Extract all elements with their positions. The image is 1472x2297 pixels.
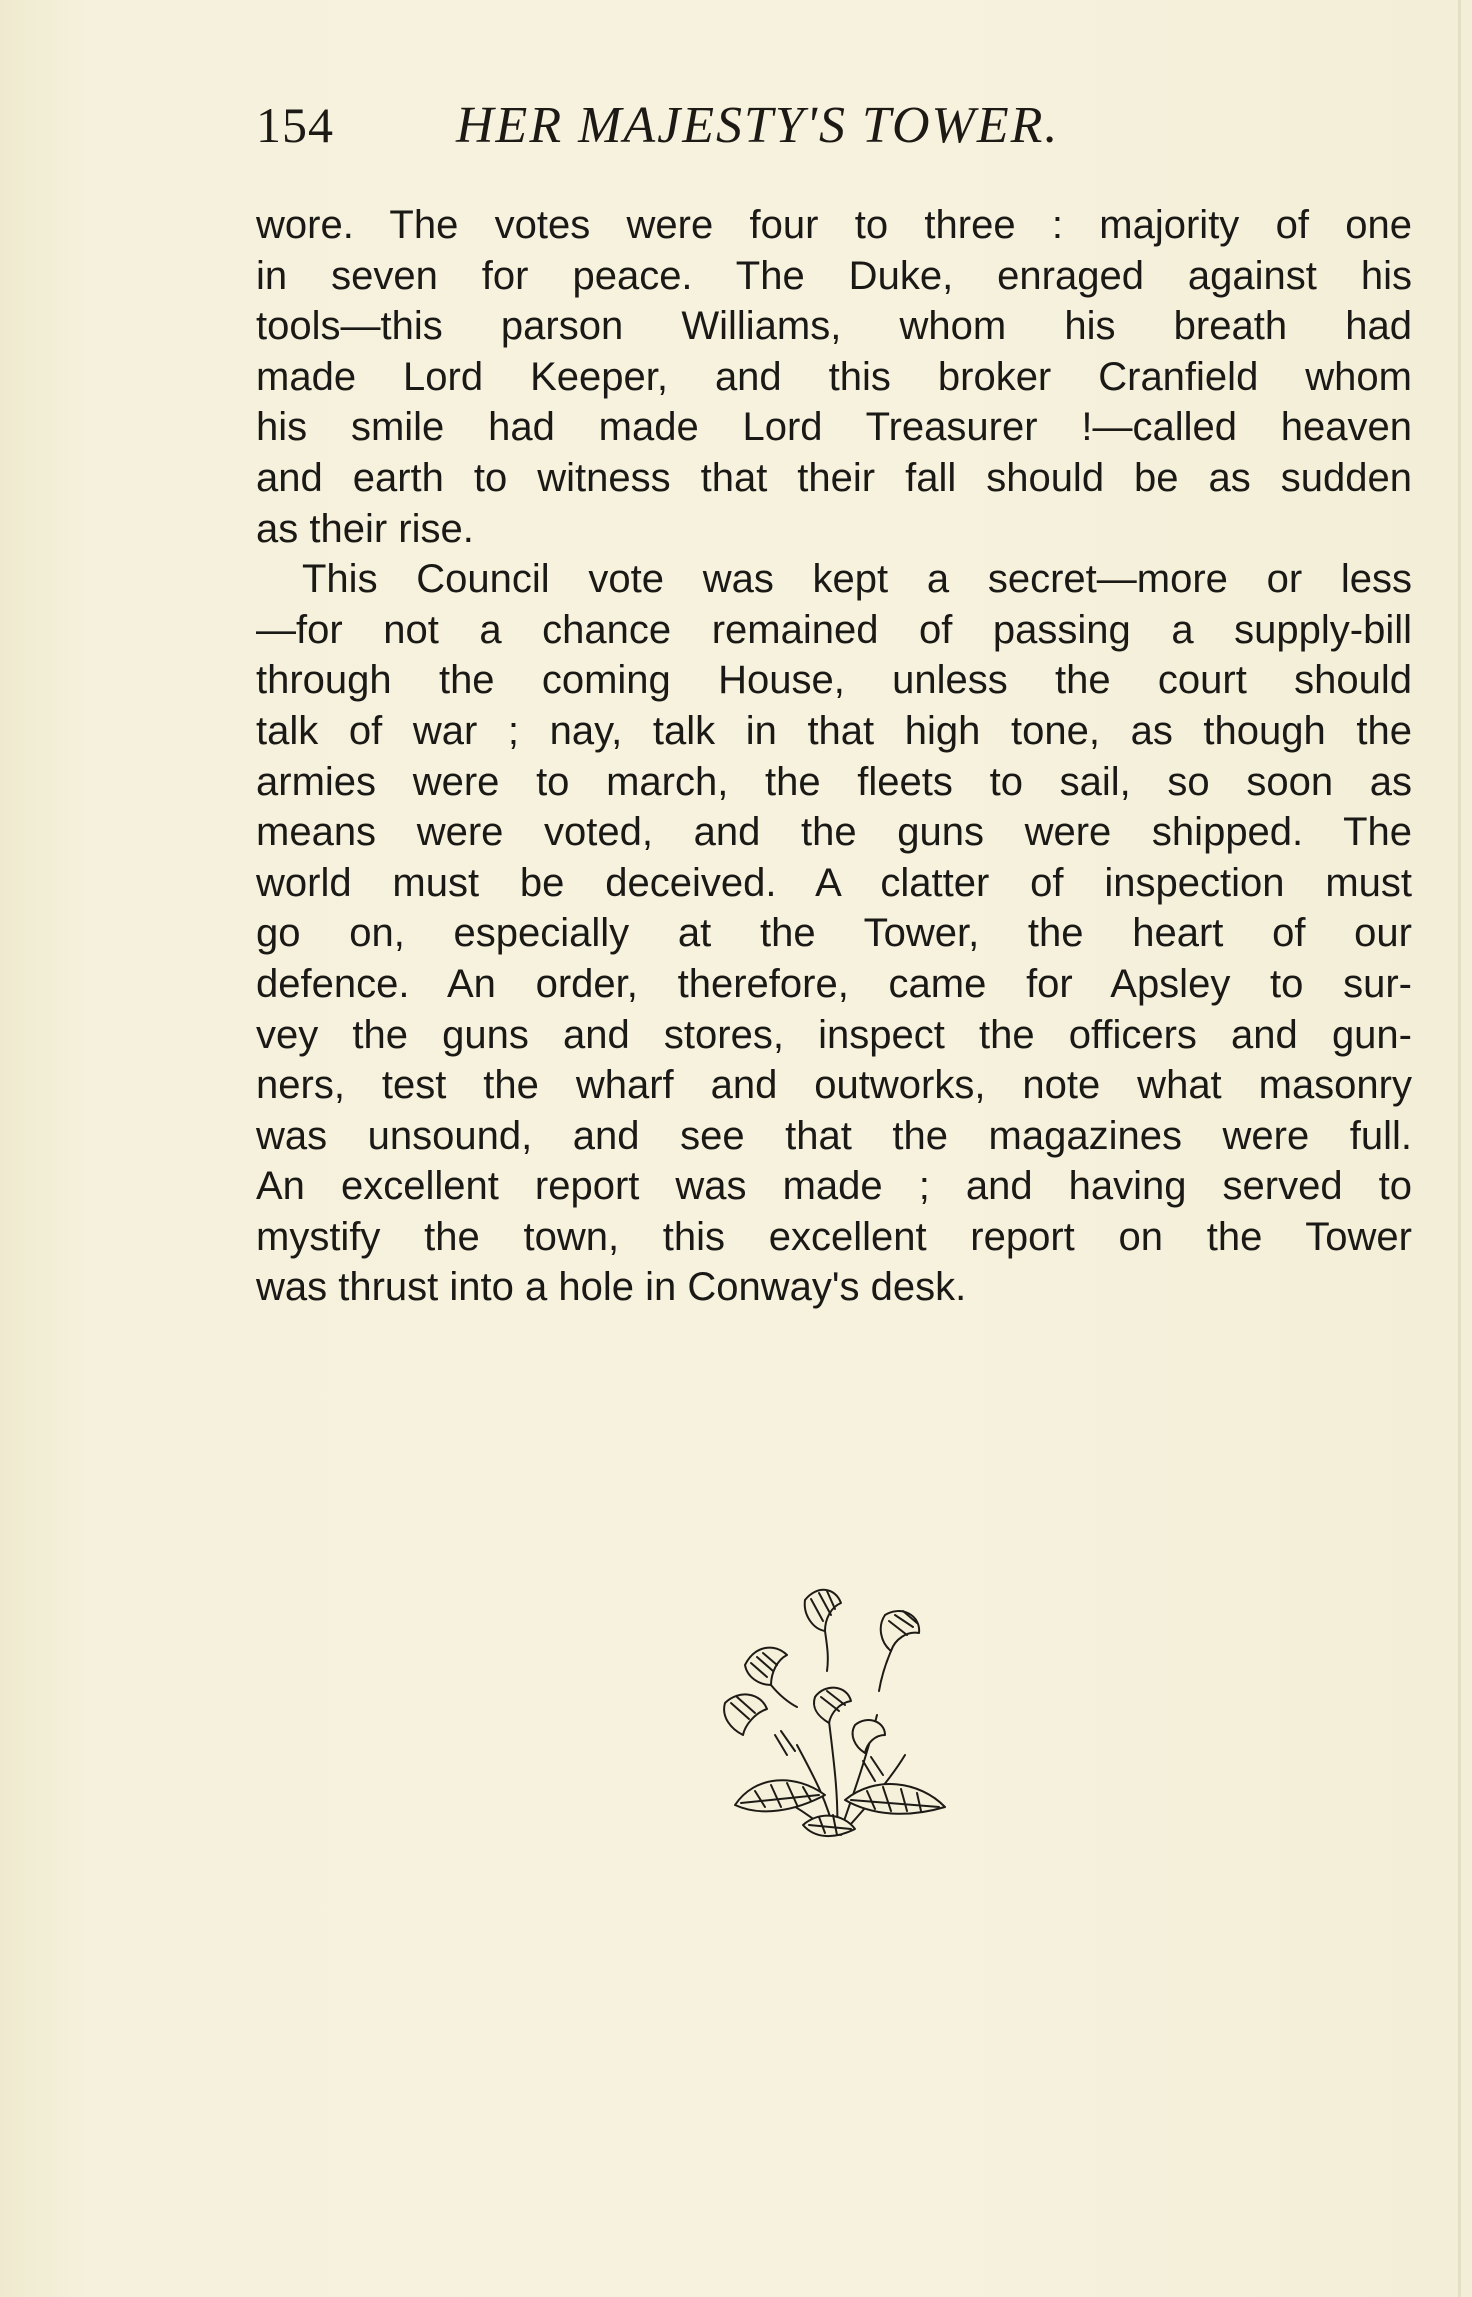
text-line: defence. An order, therefore, came for Apsley to sur- bbox=[256, 961, 1412, 1006]
cyclamen-flower-vignette-icon bbox=[715, 1585, 955, 1855]
page-header bbox=[256, 96, 1216, 156]
text-line: An excellent report was made ; and having served to bbox=[256, 1164, 1412, 1209]
text-line: and earth to witness that their fall should be as sudden bbox=[256, 455, 1412, 500]
text-line: made Lord Keeper, and this broker Cranfield whom bbox=[256, 354, 1412, 399]
text-line: world must be deceived. A clatter of inspection must bbox=[256, 860, 1412, 905]
text-line: This Council vote was kept a secret—more or less bbox=[302, 557, 1412, 602]
text-line: talk of war ; nay, talk in that high tone, as though the bbox=[256, 708, 1412, 753]
paragraph-2 bbox=[256, 554, 1412, 1313]
text-line: was unsound, and see that the magazines were full. bbox=[256, 1113, 1412, 1158]
page-crease bbox=[1458, 0, 1461, 2297]
text-line: was thrust into a hole in Conway's desk. bbox=[256, 1265, 967, 1310]
paragraph-1 bbox=[256, 200, 1412, 554]
text-line: as their rise. bbox=[256, 506, 474, 551]
text-line: in seven for peace. The Duke, enraged against his bbox=[256, 253, 1412, 298]
text-line: armies were to march, the fleets to sail, so soon as bbox=[256, 759, 1412, 804]
text-line: mystify the town, this excellent report on the Tower bbox=[256, 1214, 1412, 1259]
text-line: through the coming House, unless the court should bbox=[256, 658, 1412, 703]
text-line: vey the guns and stores, inspect the officers and gun- bbox=[256, 1012, 1412, 1057]
text-line: tools—this parson Williams, whom his breath had bbox=[256, 304, 1412, 349]
running-head: HER MAJESTY'S TOWER. bbox=[456, 97, 1060, 154]
text-line: go on, especially at the Tower, the heart of our bbox=[256, 911, 1412, 956]
text-line: wore. The votes were four to three : majority of one bbox=[256, 203, 1412, 247]
text-line: ners, test the wharf and outworks, note what masonry bbox=[256, 1063, 1412, 1108]
body-text bbox=[256, 200, 1412, 1313]
text-line: —for not a chance remained of passing a supply-bill bbox=[256, 607, 1412, 652]
text-line: his smile had made Lord Treasurer !—called heaven bbox=[256, 405, 1412, 450]
page-number: 154 bbox=[256, 97, 334, 153]
text-line: means were voted, and the guns were shipped. The bbox=[256, 810, 1412, 855]
